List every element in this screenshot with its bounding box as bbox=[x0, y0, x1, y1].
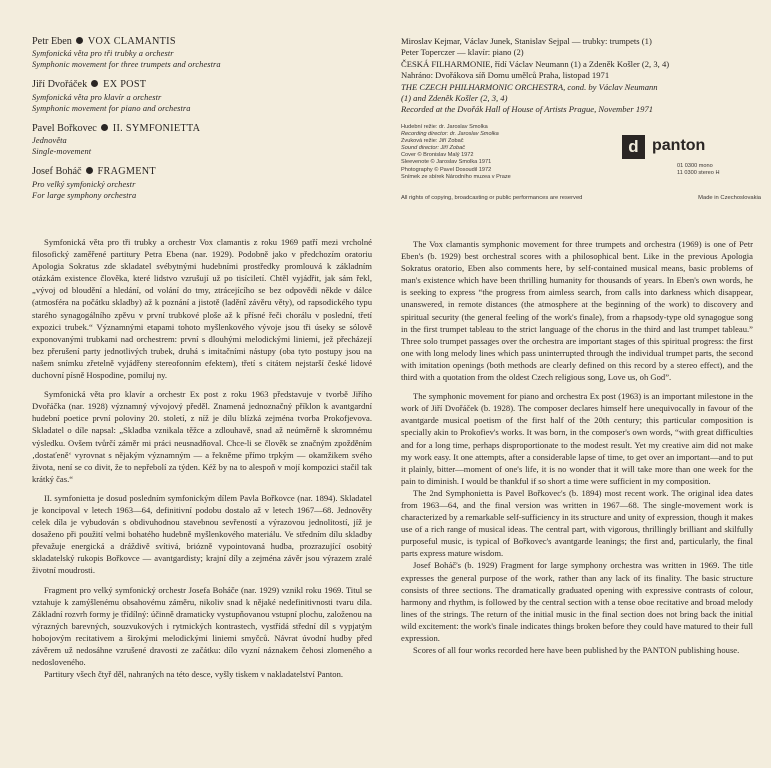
note-paragraph: Symfonická věta pro klavír a orchestr Ex post z roku 1963 představuje v tvorbě Jiřího Dvořáčka (nar. 1928) významný vývojový předěl. Znamená jednoznačný příklon k avantgardní hudební poetice první poloviny 20. století, z níž je dílu blízká zejména tvorba Prokofjevova. Skladatel o díle napsal: „Skladba vznikala těžce a zdlouhavě, snad až neúměrně k skromnému výsledku. Ovšem tvůrčí záměr mi práci neusnadňoval. Chce-li se člověk se značným zpožděním ‚dostaťeně‘ vyrovnat s nějakým významným — a řekněme přímo trpkým — okamžikem svého života, není se co divit, že to nepřebolí za týden. Kéž by na to alespoň v mojí kompozici stačil tak krátký čas.“ bbox=[32, 389, 372, 484]
note-paragraph: Scores of all four works recorded here have been published by the PANTON publishing house. bbox=[413, 645, 740, 656]
work-entry bbox=[32, 166, 372, 200]
note-paragraph: Josef Boháč's (b. 1929) Fragment for large symphony orchestra was written in 1969. The title expresses the general purpose of the work, rather than any lack of its finality. The basic structure consists of three sections. The dramatically graduated opening with expressive contrasts of colour, harmony and rhythm, is followed by the central section with a tense oboe recitative and broad melody lines of the strings. The return of the initial music in the final section does not bring back the initial wild excitement: the work's finale indicates things broken before they could have matured to their full expression. bbox=[401, 560, 753, 643]
note-paragraph: The Vox clamantis symphonic movement for three trumpets and orchestra (1969) is one of Petr Eben's (b. 1929) best orchestral scores with a philosophical bent. Like in the previous Apologia Sokratus oratorio, Eben also comments here, by self-contained musical means, basic problems of man's existence which have been thrilling humanity for thousands of years. In Eben's own words, he is seeking to express “the progress from aimless search, from calls into darkness which disappear, unanswered, in remote distances (the atmosphere at the beginning of the work) to discovery and spiritual security (the general feeling of the work's finale), from a rhapsody-type old synagogue song in the first trumpet tableau to the strict language of the chorus in the third and last trumpet tableau.” Three solo trumpet passages over the orchestra are important stages of this spiritual progress: the first one with long melody lines which pass uninterrupted through the individual trumpet parts, the second with imitation openings (both methods are clearly defined on this record by a stereo effect), and the third with a quotation from the oldest Czech religious song, Love us, oh God”. bbox=[401, 239, 753, 383]
production-credits bbox=[401, 124, 631, 181]
work-subtitle-en: Symphonic movement for piano and orchestra bbox=[32, 103, 191, 113]
work-title: FRAGMENT bbox=[97, 166, 156, 178]
credit-line: Sleevenote © Jaroslav Smolka 1971 bbox=[401, 159, 492, 166]
note-paragraph: Symfonická věta pro tři trubky a orchestr Vox clamantis z roku 1969 patří mezi vrcholné filosofický zaměřené partitury Petra Ebena (nar. 1929). Podobně jako v předchozím oratoriu Apologia Sokratus zde skladatel svébytnými hudebními prostředky promlouvá k základním otázkám existence člověka, které lidstvo vzrušují už po tisíciletí. Chtěl vyjádřit, jak sám řekl, „vývoj od bloudění a hledání, od volání do tmy, ztrácejícího se bez odpovědi někde v dálce (atmosféra na počátku skladby) až k poznání a jistotě (laděnî závěru věty), od rapsodického typu starého synagogálního zpěvu v první trubkové ploše až k přísné řeči chorálu v poslední, třetí expozici trubek.“ Významnými etapami tohoto myšlenkového vývoje jsou tři úseky se sólově exponovanými trubkami nad orchestrem: první s dlouhými melodickými liniemi, jež přecházejí bez přerušení party jednotlivých trubek, druhá s imitačními nástupy (oba tyto postupy jsou na našem snímku zřetelně vyjádřeny stereofonním efektem), třetí s citátem nejstarší české lidové duchovní písně Hospodine, pomiluj ny. bbox=[32, 237, 372, 381]
note-paragraph: The 2nd Symphonietta is Pavel Bořkovec's (b. 1894) most recent work. The original idea dates from 1963—64, and the final version was written in 1967—68. The single-movement work is characterized by a remarkable self-sufficiency in its structure and unity of expression, though it makes use of a rich range of musical ideas. The central part, with vigorous, thrillingly brilliant and skilfully purposeful music, is typical of Bořkovec's avantgarde leanings; the first and, particularly, the final parts express mature wisdom. bbox=[401, 487, 753, 559]
work-subtitle-en: Symphonic movement for three trumpets and orchestra bbox=[32, 60, 221, 70]
catalog-mono: 01 0300 mono bbox=[677, 163, 713, 169]
work-entry bbox=[32, 79, 372, 113]
sleevenote-czech bbox=[32, 236, 372, 687]
note-paragraph: Fragment pro velký symfonický orchestr Josefa Boháče (nar. 1929) vznikl roku 1969. Titul se vztahuje k zamýšlenému obsahovému záměru, nikoliv snad k nějaké nedefinitivnosti tvaru díla. Základní rozvrh formy je třídílný: účinně dramaticky vystupňovanou vstupní plochu, založenou na výrazných barevných, souzvukových i rytmických kontrastech, vystřídá střední díl s vypjatým hobojovým recitativem a širokými melodickými liniemi smyčců. Návrat úvodní hudby před závěrem už nedosáhne vzrušené dravosti ze začátku: dílo vyzní náznakem čehosi zlomeného a nedosloveného. bbox=[32, 584, 372, 668]
credit-line: Photography © Pavel Dosoudil 1972 bbox=[401, 166, 492, 173]
work-subtitle-en: Single-movement bbox=[32, 147, 92, 157]
composer-name: Petr Eben bbox=[32, 36, 72, 47]
orchestra-cz: ČESKÁ FILHARMONIE, řídí Václav Neumann (1) a Zdeněk Košler (2, 3, 4) bbox=[401, 58, 670, 69]
bullet-icon bbox=[101, 124, 108, 131]
work-subtitle-cz: Pro velký symfonický orchestr bbox=[32, 179, 136, 189]
orchestra-en-cont: (1) and Zdeněk Košler (2, 3, 4) bbox=[401, 93, 508, 104]
credit-line: Hudební režie: dr. Jaroslav Smolka bbox=[401, 124, 488, 130]
performers-trumpets: Miroslav Kejmar, Václav Junek, Stanislav Sejpal — trubky: trumpets (1) bbox=[401, 36, 652, 46]
work-subtitle-cz: Symfonická věta pro tři trubky a orchestr bbox=[32, 49, 174, 59]
work-title: VOX CLAMANTIS bbox=[87, 36, 176, 47]
panton-logo-word: panton bbox=[652, 137, 706, 154]
recorded-en: Recorded at the Dvořák Hall of House of Artists Prague, November 1971 bbox=[401, 104, 654, 115]
bullet-icon bbox=[86, 167, 93, 174]
bullet-icon bbox=[91, 80, 98, 87]
note-paragraph: Partitury všech čtyř děl, nahraných na této desce, vyšly tiskem v nakladatelství Panton. bbox=[44, 669, 344, 680]
credit-line: Recording director: dr. Jaroslav Smolka bbox=[401, 131, 499, 138]
note-paragraph: II. symfonietta je dosud posledním symfonickým dílem Pavla Bořkovce (nar. 1894). Skladatel je koncipoval v letech 1963—64, definitivní podobu dostalo až v letech 1967—68. Jednověty celek díla je vybudován s obdivuhodnou stavebnou sevřeností a výrazovou jednolitostí, jíž je dosaženo při použití velmi bohatého hudebně myšlenkového materiálu. Ve středním dílu skladby převažuje energická a dráždivě svítivá, briózně vypointovaná hudba, prozrazující osobitý skladatelský rukopis Bořkovce — avantgardisty; krajní díly a zejména závěr jsou výrazem zralé životní moudrosti. bbox=[32, 492, 372, 576]
work-entry bbox=[32, 36, 372, 70]
catalog-stereo: 11 0300 stereo H bbox=[677, 170, 720, 177]
rights-reserved: All rights of copying, broadcasting or public performances are reserved bbox=[401, 195, 583, 201]
catalog-numbers bbox=[677, 163, 720, 178]
work-subtitle-en: For large symphony orchestra bbox=[32, 190, 137, 200]
composer-name: Pavel Bořkovec bbox=[32, 122, 97, 134]
work-subtitle-cz: Jednověta bbox=[32, 136, 67, 146]
credit-line: Sound director: Jiří Zobač bbox=[401, 145, 466, 152]
recorded-cz: Nahráno: Dvořákova síň Domu umělců Praha, listopad 1971 bbox=[401, 70, 610, 81]
composer-name: Jiří Dvořáček bbox=[32, 79, 88, 91]
credit-line: Cover © Bronislav Malý 1972 bbox=[401, 152, 474, 159]
rights-line bbox=[401, 194, 761, 202]
performers-piano: Peter Toperczer — klavír: piano (2) bbox=[401, 47, 524, 58]
panton-logo-mark: d bbox=[622, 135, 645, 159]
credit-line: Zvuková režie: Jiří Zobač bbox=[401, 138, 464, 145]
panton-logo bbox=[622, 135, 762, 185]
composer-name: Josef Boháč bbox=[32, 166, 82, 178]
bullet-icon bbox=[76, 37, 83, 44]
performers-block bbox=[401, 36, 751, 116]
note-paragraph: The symphonic movement for piano and orchestra Ex post (1963) is an important milestone in the work of Jiří Dvořáček (b. 1928). The composer declares himself here unequivocally in favour of the avantgarde musical poetism of the first half of the 20th century; this particular composition is specially akin to Prokofiev's works. It was born, in the composer's own words, “with great difficulties and for a long time, perhaps disproportionate to the modest result. Yet my creative aim did not make my work easy. It one attempts, after a considerable lapse of time, to get over an important—and to put it plainly, bitter—moment of one's life, it is no wonder that it will take more than one week for the pain to diminish. I would be thankful if so short a time were sufficient in my composition. bbox=[401, 391, 753, 486]
work-title: EX POST bbox=[103, 79, 147, 91]
credit-line: Snímek ze sbírek Národního muzea v Praze bbox=[401, 173, 511, 180]
works-list bbox=[32, 36, 372, 210]
orchestra-en: THE CZECH PHILHARMONIC ORCHESTRA, cond. by Václav Neumann bbox=[401, 81, 658, 92]
sleevenote-english bbox=[401, 238, 753, 663]
work-subtitle-cz: Symfonická věta pro klavír a orchestr bbox=[32, 92, 162, 102]
work-entry bbox=[32, 123, 372, 157]
made-in: Made in Czechoslovakia bbox=[698, 195, 761, 201]
work-title: II. SYMFONIETTA bbox=[112, 122, 201, 134]
